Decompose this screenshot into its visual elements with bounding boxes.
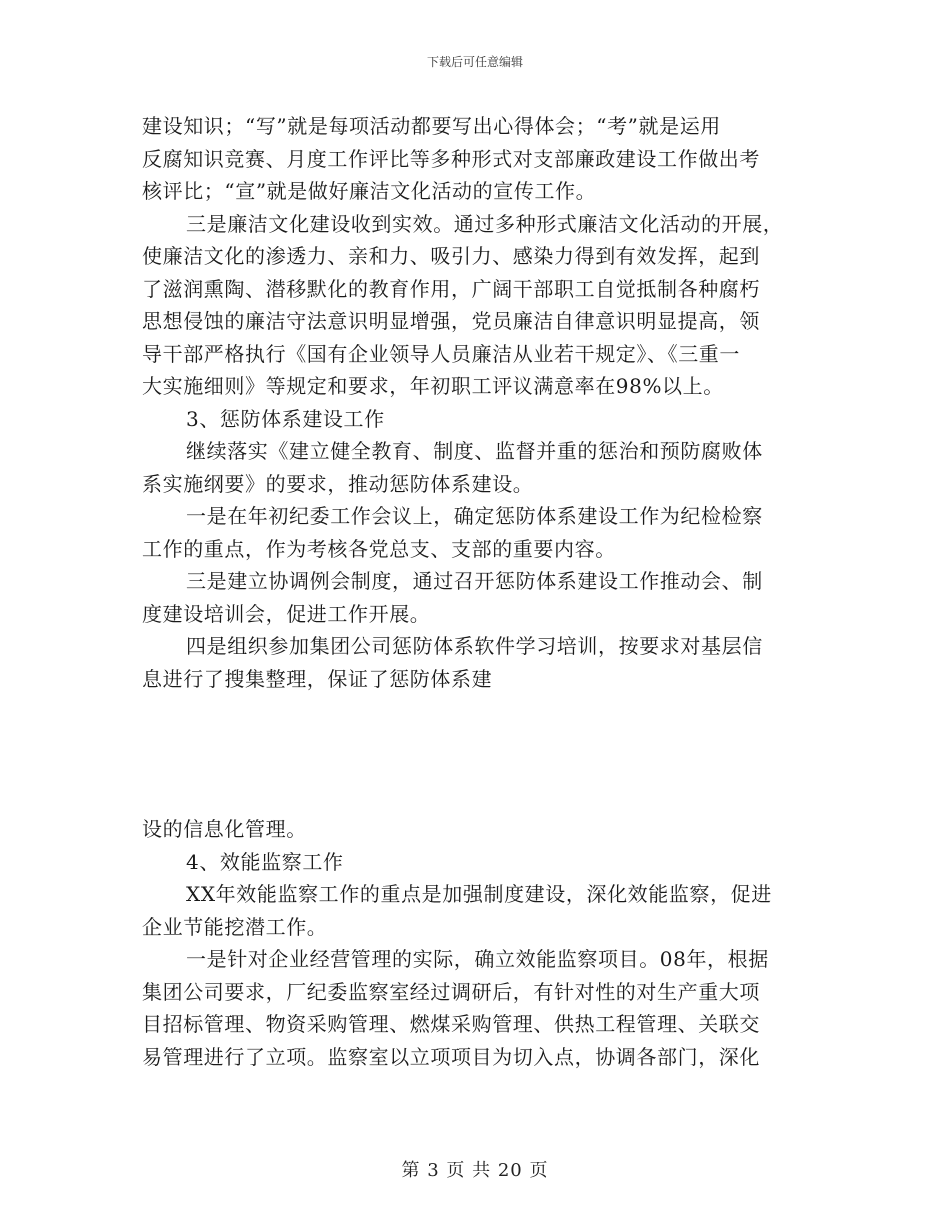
page-number-footer: 第 3 页 共 20 页	[401, 1160, 549, 1181]
text-line: 工作的重点，作为考核各党总支、支部的重要内容。	[142, 536, 616, 561]
text-line: 使廉洁文化的渗透力、亲和力、吸引力、感染力得到有效发挥，起到	[142, 244, 760, 268]
text-line: 思想侵蚀的廉洁守法意识明显增强，党员廉洁自律意识明显提高，领	[142, 309, 760, 333]
text-line: 核评比；“宣”就是做好廉洁文化活动的宣传工作。	[142, 179, 597, 203]
text-line: 易管理进行了立项。监察室以立项项目为切入点，协调各部门，深化	[142, 1044, 760, 1069]
text-line: 反腐知识竞赛、月度工作评比等多种形式对支部廉政建设工作做出考	[142, 146, 760, 171]
section-heading: 3、惩防体系建设工作	[186, 406, 385, 431]
text-line: 四是组织参加集团公司惩防体系软件学习培训，按要求对基层信	[186, 634, 763, 658]
text-line: 继续落实《建立健全教育、制度、监督并重的惩治和预防腐败体	[186, 439, 763, 463]
text-line: 目招标管理、物资采购管理、燃煤采购管理、供热工程管理、关联交	[142, 1012, 760, 1036]
text-line: 息进行了搜集整理，保证了惩防体系建	[142, 666, 493, 691]
text-line: 企业节能挖潜工作。	[142, 914, 328, 939]
section-heading: 4、效能监察工作	[186, 849, 344, 874]
text-line: 大实施细则》等规定和要求，年初职工评议满意率在98%以上。	[142, 374, 724, 398]
text-line: 三是廉洁文化建设收到实效。通过多种形式廉洁文化活动的开展，	[186, 211, 784, 236]
text-line: 一是在年初纪委工作会议上，确定惩防体系建设工作为纪检检察	[186, 504, 763, 528]
text-line: 建设知识；“写”就是每项活动都要写出心得体会；“考”就是运用	[142, 114, 721, 138]
text-line: 集团公司要求，厂纪委监察室经过调研后，有针对性的对生产重大项	[142, 979, 760, 1004]
body-text-block-1	[142, 110, 810, 695]
text-line: 度建设培训会，促进工作开展。	[142, 601, 431, 626]
text-line: 系实施纲要》的要求，推动惩防体系建设。	[142, 471, 534, 496]
page-header: 下载后可任意编辑	[426, 55, 523, 69]
text-line: 一是针对企业经营管理的实际，确立效能监察项目。08年，根据	[186, 947, 769, 971]
body-text-block-2	[142, 813, 810, 1073]
text-line: 了滋润熏陶、潜移默化的教育作用，广阔干部职工自觉抵制各种腐朽	[142, 276, 760, 301]
text-line: 设的信息化管理。	[142, 817, 307, 841]
text-line: 导干部严格执行《国有企业领导人员廉洁从业若干规定》、《三重一	[142, 341, 740, 366]
text-line: XX年效能监察工作的重点是加强制度建设，深化效能监察，促进	[186, 882, 772, 906]
text-line: 三是建立协调例会制度，通过召开惩防体系建设工作推动会、制	[186, 569, 763, 593]
